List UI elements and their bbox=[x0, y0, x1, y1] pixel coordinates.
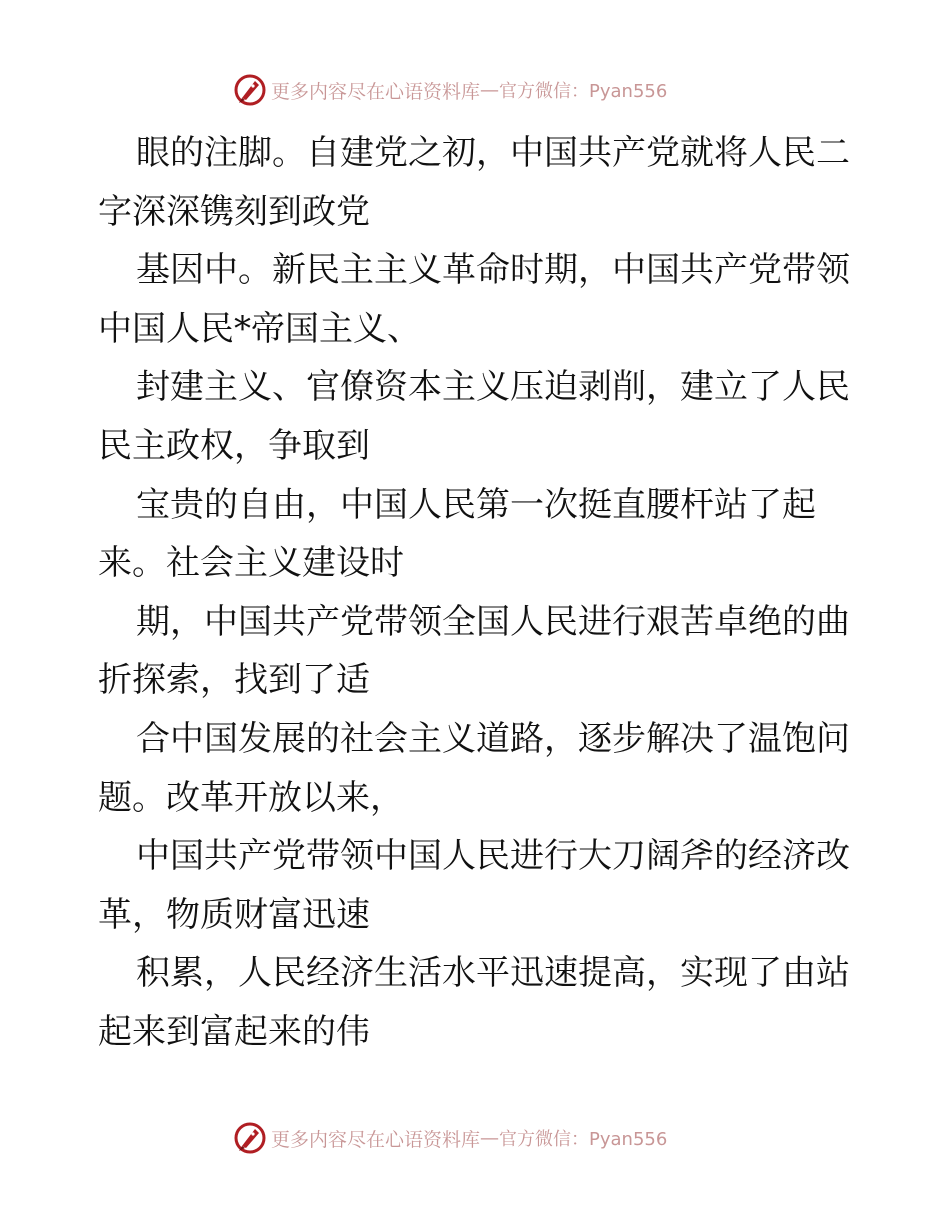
body-line: 宝贵的自由，中国人民第一次挺直腰杆站了起 bbox=[136, 484, 816, 525]
footer-watermark-wechat: 官方微信：Pyan556 bbox=[499, 1129, 668, 1150]
body-line: 中国共产党带领中国人民进行大刀阔斧的经济改 bbox=[136, 836, 850, 877]
body-line: 来。社会主义建设时 bbox=[98, 543, 404, 584]
body-line: 期，中国共产党带领全国人民进行艰苦卓绝的曲 bbox=[136, 601, 850, 642]
body-line: 字深深镌刻到政党 bbox=[98, 191, 370, 232]
footer-watermark-separator: — bbox=[480, 1127, 500, 1149]
document-body bbox=[98, 124, 858, 1062]
pen-nib-logo-icon bbox=[233, 73, 267, 107]
body-line: 民主政权，争取到 bbox=[98, 425, 370, 466]
footer-watermark bbox=[233, 1120, 667, 1156]
header-watermark bbox=[233, 72, 667, 108]
header-watermark-text: 更多内容尽在心语资料库 bbox=[271, 80, 481, 103]
body-line: 基因中。新民主主义革命时期，中国共产党带领 bbox=[136, 250, 850, 291]
body-line: 题。改革开放以来， bbox=[98, 777, 404, 818]
pen-nib-logo-icon bbox=[233, 1121, 267, 1155]
body-line: 积累，人民经济生活水平迅速提高，实现了由站 bbox=[136, 953, 850, 994]
footer-watermark-text: 更多内容尽在心语资料库 bbox=[271, 1128, 481, 1151]
header-watermark-wechat: 官方微信：Pyan556 bbox=[499, 81, 668, 102]
body-line: 眼的注脚。自建党之初，中国共产党就将人民二 bbox=[136, 133, 850, 173]
body-line: 起来到富起来的伟 bbox=[98, 1011, 370, 1052]
body-line: 折探索，找到了适 bbox=[98, 660, 370, 701]
body-line: 中国人民*帝国主义、 bbox=[98, 308, 421, 349]
header-watermark-separator: — bbox=[480, 79, 500, 101]
body-line: 革，物质财富迅速 bbox=[98, 894, 370, 935]
body-line: 合中国发展的社会主义道路，逐步解决了温饱问 bbox=[136, 718, 850, 759]
body-line: 封建主义、官僚资本主义压迫剥削，建立了人民 bbox=[136, 367, 850, 408]
